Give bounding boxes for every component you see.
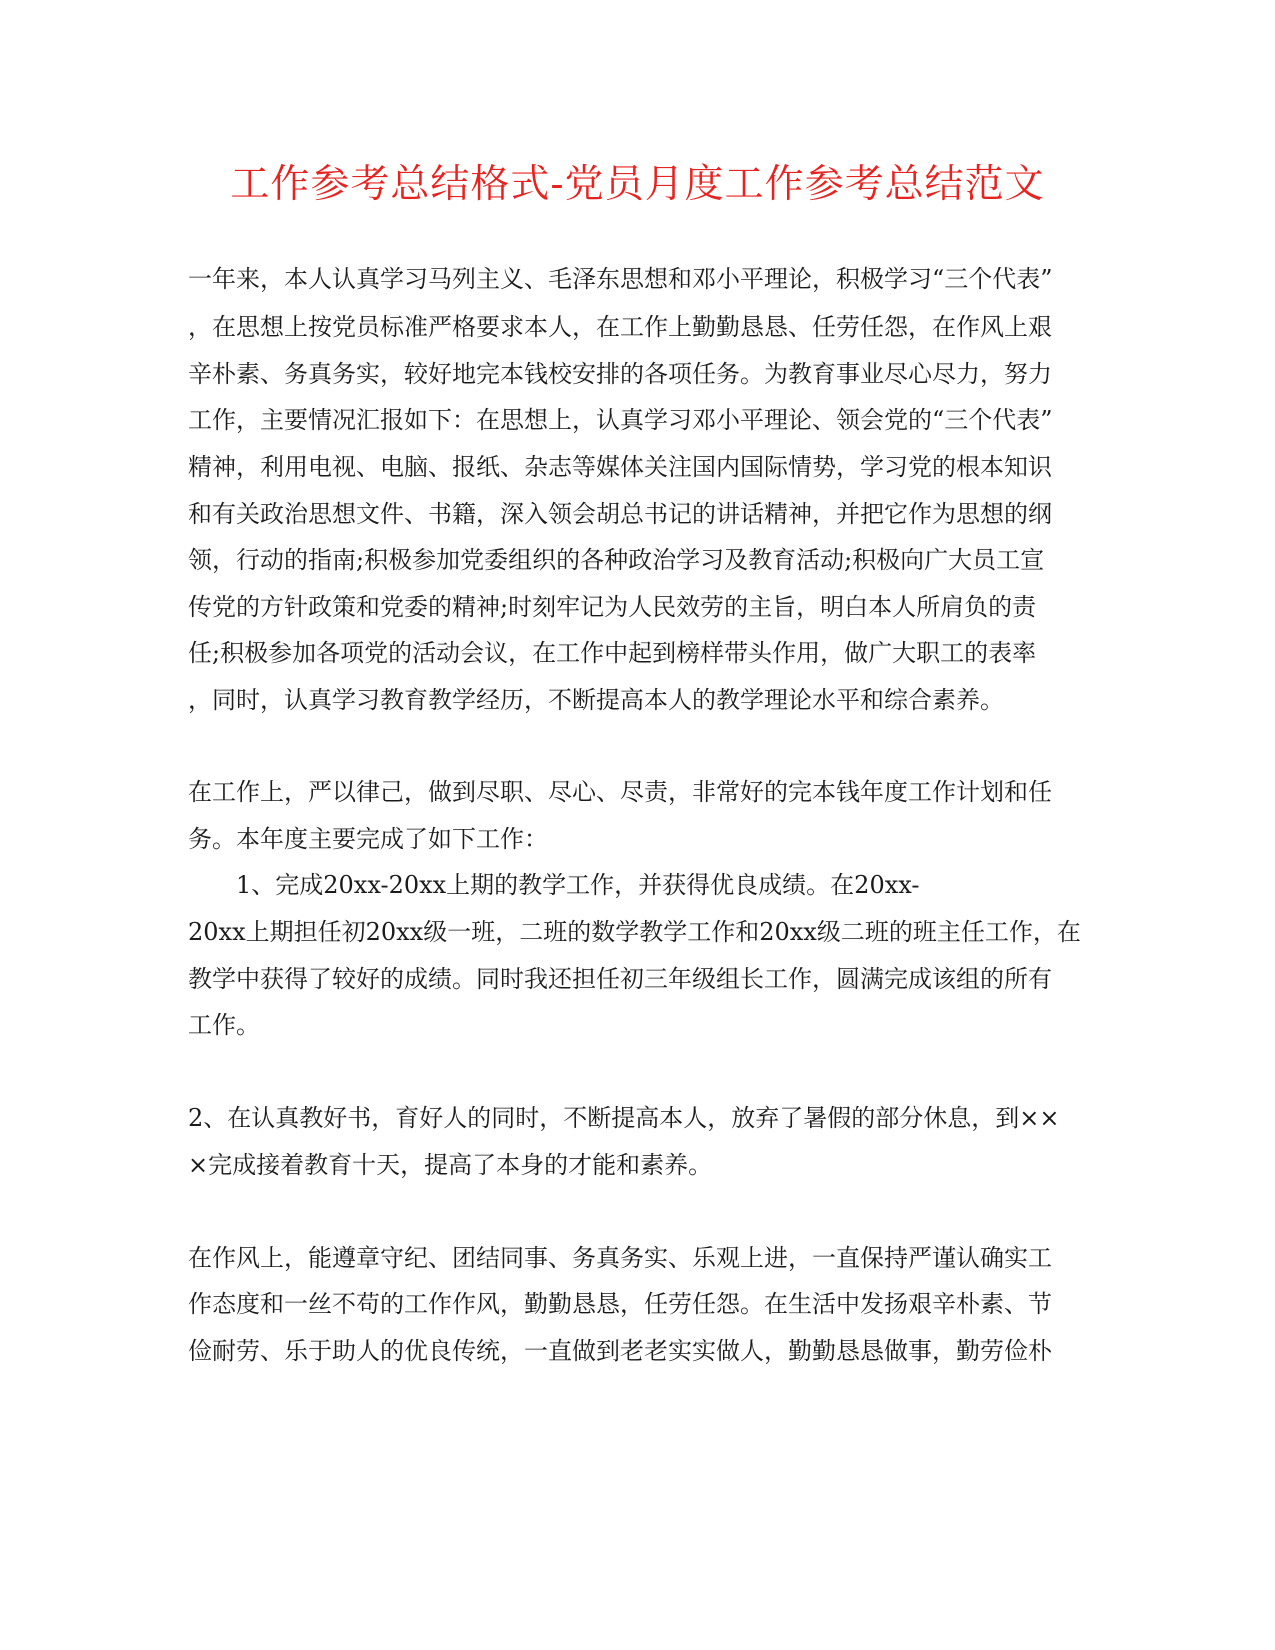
paragraph-line: 20xx上期担任初20xx级一班，二班的数学教学工作和20xx级二班的班主任工作，在	[188, 918, 1081, 946]
paragraph-line: 一年来，本人认真学习马列主义、毛泽东思想和邓小平理论，积极学习“三个代表”	[188, 265, 1053, 293]
paragraph-line: 工作。	[188, 1011, 260, 1039]
paragraph-line: 传党的方针政策和党委的精神;时刻牢记为人民效劳的主旨，明白本人所肩负的责	[188, 593, 1037, 621]
paragraph-line: 务。本年度主要完成了如下工作：	[188, 825, 548, 853]
list-item-line: 2、在认真教好书，育好人的同时，不断提高本人，放弃了暑假的部分休息，到××	[188, 1104, 1060, 1132]
paragraph-line: ×完成接着教育十天，提高了本身的才能和素养。	[188, 1151, 713, 1179]
paragraph-line: 在工作上，严以律己，做到尽职、尽心、尽责，非常好的完本钱年度工作计划和任	[188, 778, 1052, 806]
paragraph-line: 任;积极参加各项党的活动会议，在工作中起到榜样带头作用，做广大职工的表率	[188, 639, 1037, 667]
document-title: 工作参考总结格式-党员月度工作参考总结范文	[230, 162, 1045, 207]
paragraph-line: 辛朴素、务真务实，较好地完本钱校安排的各项任务。为教育事业尽心尽力，努力	[188, 360, 1052, 388]
paragraph-line: 在作风上，能遵章守纪、团结同事、务真务实、乐观上进，一直保持严谨认确实工	[188, 1244, 1052, 1272]
paragraph-line: ，同时，认真学习教育教学经历，不断提高本人的教学理论水平和综合素养。	[188, 686, 1004, 714]
paragraph-line: 和有关政治思想文件、书籍，深入领会胡总书记的讲话精神，并把它作为思想的纲	[188, 500, 1052, 528]
paragraph-line: 作态度和一丝不苟的工作作风，勤勤恳恳，任劳任怨。在生活中发扬艰辛朴素、节	[188, 1290, 1052, 1318]
paragraph-line: ，在思想上按党员标准严格要求本人，在工作上勤勤恳恳、任劳任怨，在作风上艰	[188, 313, 1052, 341]
paragraph-line: 俭耐劳、乐于助人的优良传统，一直做到老老实实做人，勤勤恳恳做事，勤劳俭朴	[188, 1337, 1052, 1365]
paragraph-line: 工作，主要情况汇报如下：在思想上，认真学习邓小平理论、领会党的“三个代表”	[188, 406, 1053, 434]
paragraph-line: 精神，利用电视、电脑、报纸、杂志等媒体关注国内国际情势，学习党的根本知识	[188, 453, 1052, 481]
paragraph-line: 领，行动的指南;积极参加党委组织的各种政治学习及教育活动;积极向广大员工宣	[188, 546, 1045, 574]
paragraph-line: 教学中获得了较好的成绩。同时我还担任初三年级组长工作，圆满完成该组的所有	[188, 965, 1052, 993]
list-item-line: 1、完成20xx-20xx上期的教学工作，并获得优良成绩。在20xx-	[236, 871, 920, 899]
